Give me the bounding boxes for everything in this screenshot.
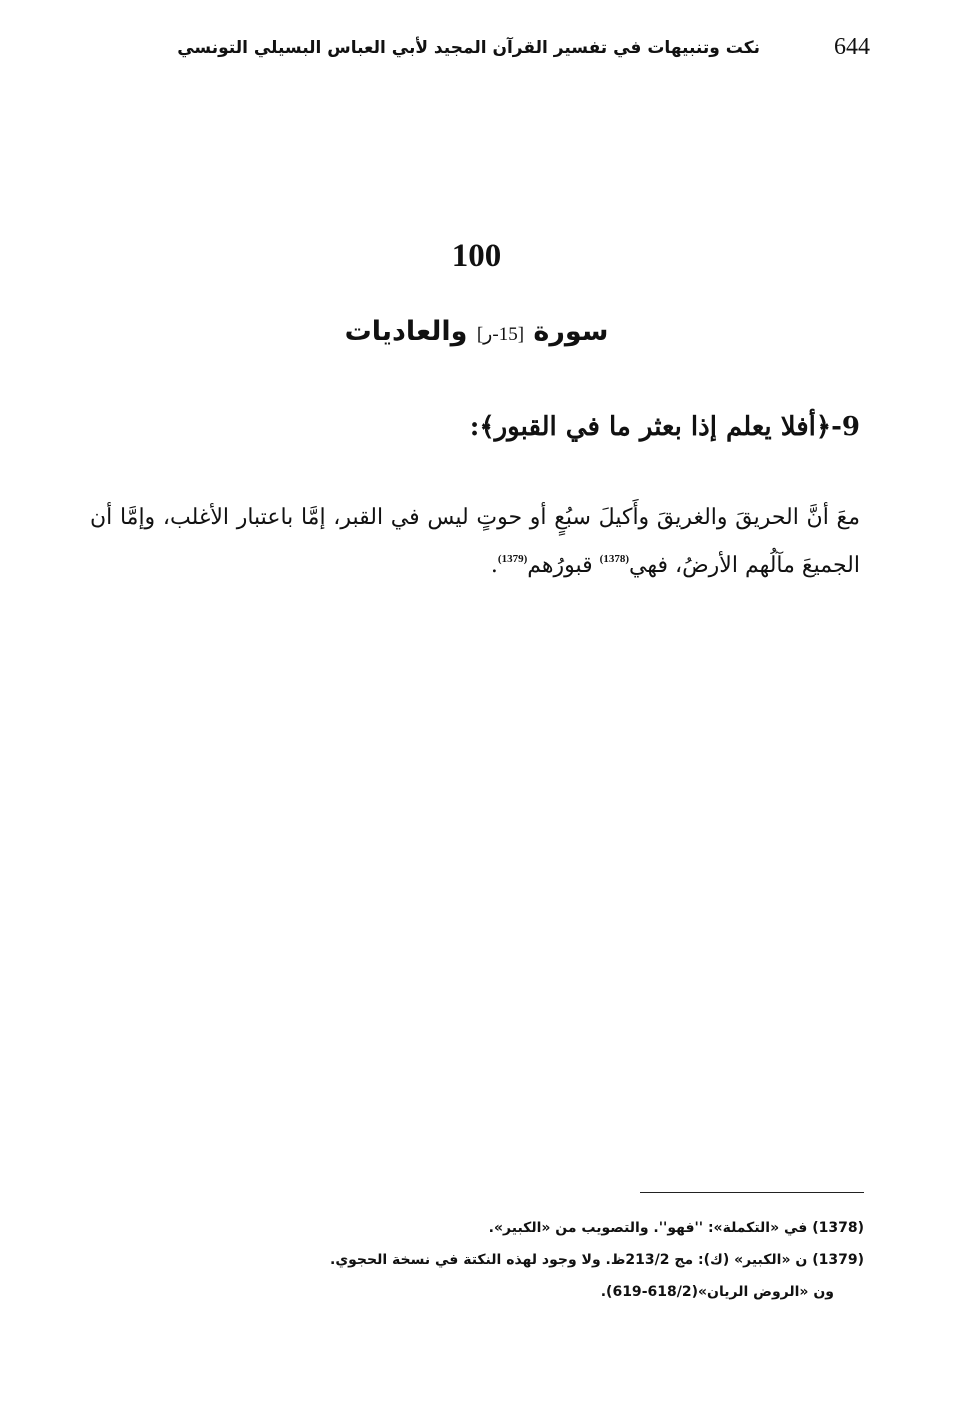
footnote-1379-continuation: ون «الروض الريان»(618/2-619). (600, 1284, 834, 1300)
footnote-ref-1379[interactable]: (1379) (497, 553, 528, 565)
body-text-part-3: . (490, 553, 498, 578)
footnotes (220, 1212, 864, 1308)
page-number: 644 (834, 34, 870, 60)
body-paragraph (90, 494, 860, 590)
footnote-ref-1378[interactable]: (1378) (599, 553, 629, 565)
surah-title-name: والعاديات (344, 316, 468, 347)
surah-title-prefix: سورة (533, 316, 609, 347)
footnote-1379: (1379) ن «الكبير» (ك): مج 213/2ظ. ولا وجود لهذه النكتة في نسخة الحجوي. (330, 1252, 864, 1268)
body-text-part-2: قبورُهم (527, 553, 600, 578)
verse-heading: 9-﴿أفلا يعلم إذا بعثر ما في القبور﴾: (469, 412, 860, 442)
footnote-1378: (1378) في «التكملة»: ''فهو''. والتصويب من «الكبير». (488, 1220, 864, 1236)
footnote-divider (640, 1192, 864, 1193)
surah-title (0, 316, 953, 347)
manuscript-marker: [15-ر] (476, 324, 525, 345)
running-title: نكت وتنبيهات في تفسير القرآن المجيد لأبي العباس البسيلي التونسي (177, 38, 760, 58)
surah-number: 100 (451, 238, 502, 274)
body-text-part-1: معَ أنَّ الحريقَ والغريقَ وأَكيلَ سبُعٍ أو حوتٍ ليس في القبر، إمَّا باعتبار الأغلب، وإمَّا أن الجميعَ مآلُهم الأرضُ، فهي (90, 505, 861, 578)
